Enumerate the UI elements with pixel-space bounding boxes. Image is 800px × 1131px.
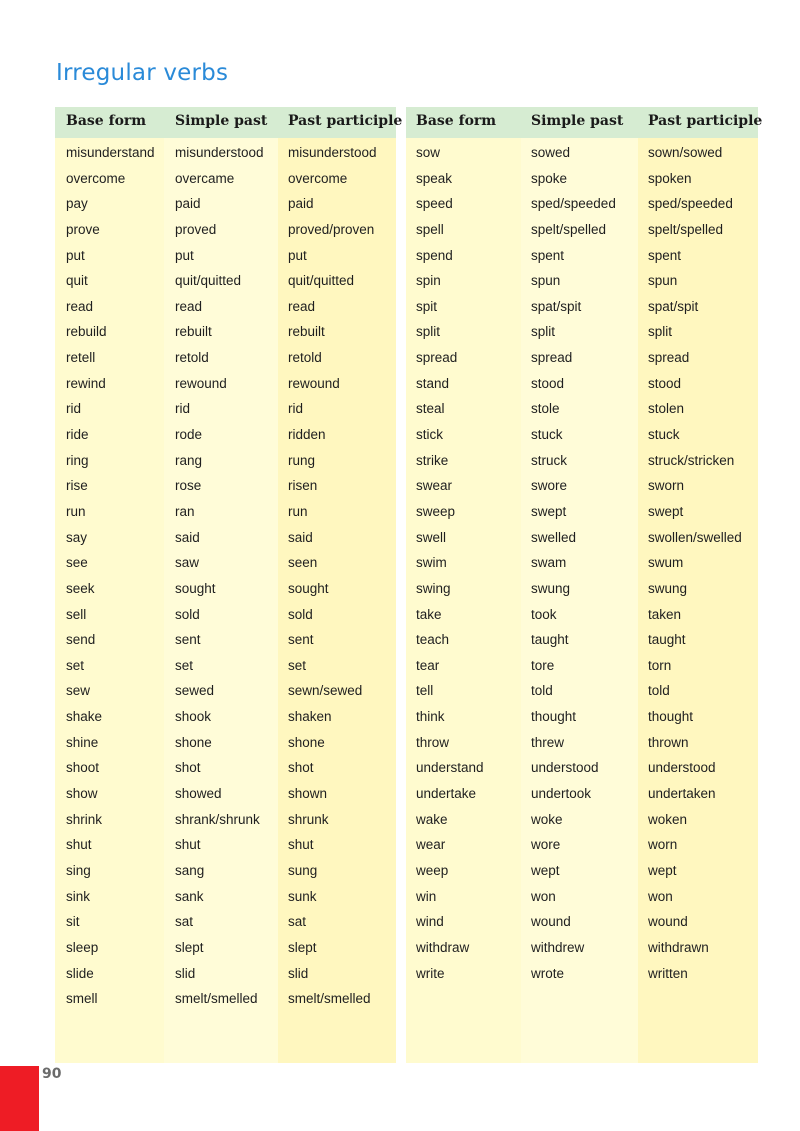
cell-base-form: shoot	[66, 760, 100, 776]
cell-base-form: set	[66, 657, 85, 673]
cell-base-form: rebuild	[66, 324, 107, 340]
cell-past-participle: shot	[288, 760, 314, 776]
cell-simple-past: proved	[175, 221, 217, 237]
table-row	[406, 885, 758, 911]
cell-simple-past: spread	[531, 350, 573, 366]
cell-simple-past: sat	[175, 914, 194, 930]
cell-past-participle: undertaken	[648, 786, 716, 802]
cell-past-participle: shown	[288, 786, 328, 802]
table-row	[406, 833, 758, 859]
cell-base-form: see	[66, 555, 88, 571]
table-row	[406, 141, 758, 167]
table-row	[55, 141, 396, 167]
cell-past-participle: stolen	[648, 401, 685, 417]
cell-base-form: ring	[66, 452, 89, 468]
cell-past-participle: written	[648, 965, 688, 981]
cell-base-form: spread	[416, 350, 458, 366]
cell-base-form: think	[416, 709, 445, 725]
table-row	[55, 782, 396, 808]
cell-past-participle: sold	[288, 606, 313, 622]
cell-base-form: write	[416, 965, 445, 981]
cell-base-form: rise	[66, 478, 88, 494]
table-row	[55, 808, 396, 834]
cell-simple-past: rang	[175, 452, 203, 468]
cell-past-participle: woken	[648, 811, 688, 827]
table-row	[55, 372, 396, 398]
table-row	[406, 295, 758, 321]
cell-base-form: prove	[66, 221, 100, 237]
cell-simple-past: shot	[175, 760, 201, 776]
table-row	[55, 167, 396, 193]
cell-simple-past: spoke	[531, 170, 568, 186]
table-row	[406, 603, 758, 629]
cell-base-form: rewind	[66, 375, 106, 391]
cell-simple-past: swept	[531, 503, 567, 519]
table-row	[406, 782, 758, 808]
table-rows	[55, 141, 396, 1013]
cell-simple-past: rewound	[175, 375, 227, 391]
cell-simple-past: said	[175, 529, 200, 545]
cell-base-form: sweep	[416, 503, 456, 519]
cell-base-form: overcome	[66, 170, 126, 186]
cell-simple-past: smelt/smelled	[175, 991, 258, 1007]
table-row	[55, 705, 396, 731]
table-row	[55, 936, 396, 962]
cell-simple-past: shone	[175, 734, 212, 750]
cell-past-participle: sunk	[288, 888, 317, 904]
cell-simple-past: showed	[175, 786, 222, 802]
cell-simple-past: spelt/spelled	[531, 221, 607, 237]
cell-past-participle: put	[288, 247, 307, 263]
cell-base-form: say	[66, 529, 88, 545]
cell-past-participle: shaken	[288, 709, 332, 725]
cell-past-participle: taught	[648, 632, 686, 648]
cell-simple-past: set	[175, 657, 194, 673]
table-row	[55, 526, 396, 552]
cell-simple-past: wore	[531, 837, 561, 853]
cell-past-participle: misunderstood	[288, 145, 377, 160]
table-row	[55, 577, 396, 603]
cell-base-form: spend	[416, 247, 453, 263]
table-row	[55, 628, 396, 654]
cell-past-participle: rewound	[288, 375, 340, 391]
table-row	[55, 654, 396, 680]
cell-simple-past: tore	[531, 657, 555, 673]
table-row	[406, 859, 758, 885]
header-base-form: Base form	[66, 113, 147, 129]
table-row	[406, 244, 758, 270]
header-past-participle: Past participle	[288, 113, 403, 129]
cell-base-form: read	[66, 298, 94, 314]
table-row	[406, 962, 758, 988]
cell-past-participle: understood	[648, 760, 716, 776]
cell-past-participle: wept	[648, 862, 677, 878]
cell-simple-past: spent	[531, 247, 565, 263]
header-simple-past: Simple past	[531, 113, 624, 129]
cell-simple-past: took	[531, 606, 557, 622]
cell-past-participle: swung	[648, 580, 688, 596]
table-row	[406, 167, 758, 193]
cell-past-participle: seen	[288, 555, 318, 571]
cell-base-form: sink	[66, 888, 91, 904]
cell-base-form: ride	[66, 427, 89, 443]
cell-past-participle: told	[648, 683, 670, 699]
table-row	[406, 654, 758, 680]
cell-base-form: spin	[416, 273, 441, 289]
table-row	[406, 628, 758, 654]
cell-base-form: spit	[416, 298, 438, 314]
cell-simple-past: wrote	[531, 965, 565, 981]
cell-simple-past: taught	[531, 632, 569, 648]
table-row	[55, 500, 396, 526]
cell-past-participle: sung	[288, 862, 318, 878]
cell-simple-past: shook	[175, 709, 212, 725]
cell-base-form: withdraw	[416, 939, 470, 955]
table-row	[55, 397, 396, 423]
cell-past-participle: quit/quitted	[288, 273, 355, 289]
cell-simple-past: slid	[175, 965, 196, 981]
table-row	[406, 474, 758, 500]
cell-base-form: win	[416, 888, 437, 904]
cell-simple-past: slept	[175, 939, 204, 955]
cell-past-participle: rebuilt	[288, 324, 325, 340]
cell-base-form: shut	[66, 837, 92, 853]
header-simple-past: Simple past	[175, 113, 268, 129]
table-row	[55, 603, 396, 629]
cell-past-participle: split	[648, 324, 673, 340]
cell-past-participle: torn	[648, 657, 672, 673]
cell-base-form: send	[66, 632, 96, 648]
cell-past-participle: rid	[288, 401, 304, 417]
cell-simple-past: sped/speeded	[531, 196, 616, 212]
cell-simple-past: sowed	[531, 145, 571, 160]
table-row	[406, 449, 758, 475]
cell-past-participle: smelt/smelled	[288, 991, 371, 1007]
table-row	[406, 423, 758, 449]
cell-past-participle: stuck	[648, 427, 680, 443]
cell-simple-past: spun	[531, 273, 561, 289]
table-row	[406, 372, 758, 398]
cell-base-form: tell	[416, 683, 434, 699]
cell-simple-past: stole	[531, 401, 560, 417]
cell-simple-past: saw	[175, 555, 200, 571]
cell-simple-past: swung	[531, 580, 571, 596]
cell-simple-past: shrank/shrunk	[175, 811, 260, 827]
header-past-participle: Past participle	[648, 113, 763, 129]
table-row	[55, 474, 396, 500]
cell-past-participle: won	[648, 888, 673, 904]
cell-simple-past: rose	[175, 478, 202, 494]
table-row	[55, 320, 396, 346]
table-row	[55, 679, 396, 705]
cell-past-participle: sped/speeded	[648, 196, 733, 212]
cell-past-participle: run	[288, 503, 308, 519]
header-base-form: Base form	[416, 113, 497, 129]
cell-base-form: throw	[416, 734, 450, 750]
cell-simple-past: sold	[175, 606, 200, 622]
cell-base-form: strike	[416, 452, 449, 468]
cell-simple-past: sewed	[175, 683, 215, 699]
cell-past-participle: proved/proven	[288, 221, 375, 237]
cell-simple-past: swore	[531, 478, 568, 494]
cell-base-form: stand	[416, 375, 450, 391]
table-row	[55, 756, 396, 782]
cell-past-participle: sought	[288, 580, 329, 596]
cell-past-participle: taken	[648, 606, 682, 622]
table-row	[55, 910, 396, 936]
cell-base-form: wake	[416, 811, 448, 827]
cell-base-form: wind	[416, 914, 444, 930]
cell-simple-past: split	[531, 324, 556, 340]
cell-simple-past: thought	[531, 709, 577, 725]
table-rows	[406, 141, 758, 987]
cell-base-form: retell	[66, 350, 96, 366]
cell-base-form: teach	[416, 632, 450, 648]
verb-table-left	[55, 107, 403, 1063]
cell-simple-past: sought	[175, 580, 216, 596]
table-row	[55, 833, 396, 859]
cell-base-form: swim	[416, 555, 447, 571]
cell-simple-past: struck	[531, 452, 568, 468]
cell-past-participle: paid	[288, 196, 314, 212]
table-row	[406, 731, 758, 757]
cell-base-form: sit	[66, 914, 80, 930]
cell-base-form: sleep	[66, 939, 99, 955]
table-row	[55, 885, 396, 911]
cell-base-form: sing	[66, 862, 91, 878]
cell-base-form: slide	[66, 965, 94, 981]
table-row	[406, 192, 758, 218]
cell-past-participle: sat	[288, 914, 307, 930]
cell-simple-past: swam	[531, 555, 567, 571]
cell-base-form: pay	[66, 196, 88, 212]
cell-past-participle: swept	[648, 503, 684, 519]
cell-past-participle: retold	[288, 350, 322, 366]
table-row	[406, 269, 758, 295]
cell-base-form: misunderstand	[66, 145, 155, 160]
cell-base-form: tear	[416, 657, 440, 673]
cell-simple-past: sent	[175, 632, 201, 648]
cell-past-participle: sent	[288, 632, 314, 648]
cell-simple-past: undertook	[531, 786, 592, 802]
table-row	[406, 551, 758, 577]
cell-past-participle: withdrawn	[648, 939, 709, 955]
table-row	[55, 987, 396, 1013]
cell-base-form: quit	[66, 273, 88, 289]
cell-past-participle: read	[288, 298, 316, 314]
table-row	[406, 808, 758, 834]
cell-simple-past: told	[531, 683, 553, 699]
cell-simple-past: stuck	[531, 427, 563, 443]
cell-simple-past: understood	[531, 760, 599, 776]
cell-simple-past: misunderstood	[175, 145, 264, 160]
cell-simple-past: retold	[175, 350, 209, 366]
cell-base-form: undertake	[416, 786, 477, 802]
page-number: 90	[42, 1066, 62, 1082]
cell-past-participle: spoken	[648, 170, 692, 186]
cell-simple-past: threw	[531, 734, 565, 750]
cell-base-form: shake	[66, 709, 103, 725]
table-row	[55, 859, 396, 885]
cell-past-participle: spelt/spelled	[648, 221, 724, 237]
table-row	[55, 962, 396, 988]
table-row	[55, 295, 396, 321]
cell-past-participle: slept	[288, 939, 317, 955]
cell-past-participle: said	[288, 529, 313, 545]
cell-base-form: swing	[416, 580, 451, 596]
cell-past-participle: struck/stricken	[648, 452, 735, 468]
cell-base-form: speak	[416, 170, 453, 186]
cell-past-participle: spent	[648, 247, 682, 263]
table-row	[406, 346, 758, 372]
cell-past-participle: stood	[648, 375, 682, 391]
table-row	[55, 449, 396, 475]
table-row	[55, 423, 396, 449]
cell-base-form: spell	[416, 221, 444, 237]
cell-past-participle: sewn/sewed	[288, 683, 363, 699]
cell-simple-past: shut	[175, 837, 201, 853]
cell-past-participle: spread	[648, 350, 690, 366]
cell-base-form: stick	[416, 427, 443, 443]
cell-base-form: speed	[416, 196, 453, 212]
cell-simple-past: spat/spit	[531, 298, 582, 314]
cell-simple-past: rebuilt	[175, 324, 212, 340]
cell-simple-past: paid	[175, 196, 201, 212]
cell-base-form: run	[66, 503, 86, 519]
cell-base-form: show	[66, 786, 98, 802]
cell-past-participle: sown/sowed	[648, 145, 723, 160]
cell-past-participle: wound	[648, 914, 688, 930]
table-row	[55, 192, 396, 218]
table-row	[406, 500, 758, 526]
cell-base-form: split	[416, 324, 441, 340]
cell-simple-past: woke	[531, 811, 563, 827]
verb-table-right	[406, 107, 763, 1063]
cell-simple-past: won	[531, 888, 556, 904]
table-header	[55, 107, 403, 138]
table-row	[406, 218, 758, 244]
cell-base-form: shrink	[66, 811, 103, 827]
cell-simple-past: wept	[531, 862, 560, 878]
table-row	[406, 397, 758, 423]
cell-simple-past: overcame	[175, 170, 235, 186]
cell-base-form: smell	[66, 991, 98, 1007]
cell-simple-past: rid	[175, 401, 191, 417]
cell-base-form: shine	[66, 734, 99, 750]
cell-simple-past: stood	[531, 375, 565, 391]
cell-past-participle: swollen/swelled	[648, 529, 742, 545]
cell-base-form: sell	[66, 606, 87, 622]
cell-past-participle: set	[288, 657, 307, 673]
cell-base-form: sew	[66, 683, 91, 699]
cell-past-participle: swum	[648, 555, 684, 571]
cell-past-participle: risen	[288, 478, 318, 494]
cell-base-form: weep	[416, 862, 449, 878]
table-row	[55, 346, 396, 372]
cell-past-participle: shut	[288, 837, 314, 853]
cell-base-form: swell	[416, 529, 447, 545]
table-row	[406, 577, 758, 603]
cell-past-participle: thought	[648, 709, 694, 725]
cell-past-participle: slid	[288, 965, 309, 981]
cell-simple-past: quit/quitted	[175, 273, 242, 289]
table-row	[406, 526, 758, 552]
table-row	[55, 731, 396, 757]
table-row	[406, 756, 758, 782]
table-row	[406, 320, 758, 346]
cell-base-form: put	[66, 247, 85, 263]
cell-base-form: wear	[416, 837, 446, 853]
cell-past-participle: sworn	[648, 478, 685, 494]
page-corner-marker	[0, 1066, 39, 1131]
table-row	[406, 936, 758, 962]
cell-simple-past: sank	[175, 888, 204, 904]
cell-base-form: sow	[416, 145, 441, 160]
cell-base-form: seek	[66, 580, 95, 596]
cell-simple-past: wound	[531, 914, 571, 930]
table-row	[55, 218, 396, 244]
cell-simple-past: ran	[175, 503, 195, 519]
table-row	[55, 244, 396, 270]
cell-past-participle: rung	[288, 452, 316, 468]
cell-base-form: take	[416, 606, 442, 622]
table-header	[406, 107, 763, 138]
cell-base-form: steal	[416, 401, 445, 417]
table-row	[406, 679, 758, 705]
cell-past-participle: ridden	[288, 427, 326, 443]
cell-base-form: swear	[416, 478, 453, 494]
cell-past-participle: spat/spit	[648, 298, 699, 314]
table-row	[55, 551, 396, 577]
cell-simple-past: read	[175, 298, 203, 314]
table-row	[406, 705, 758, 731]
table-row	[55, 269, 396, 295]
cell-past-participle: shrunk	[288, 811, 329, 827]
cell-simple-past: withdrew	[531, 939, 585, 955]
cell-base-form: rid	[66, 401, 82, 417]
cell-base-form: understand	[416, 760, 484, 776]
cell-simple-past: put	[175, 247, 194, 263]
cell-simple-past: sang	[175, 862, 205, 878]
cell-past-participle: overcome	[288, 170, 348, 186]
cell-simple-past: swelled	[531, 529, 577, 545]
cell-past-participle: shone	[288, 734, 325, 750]
cell-past-participle: thrown	[648, 734, 689, 750]
table-row	[406, 910, 758, 936]
cell-past-participle: spun	[648, 273, 678, 289]
cell-simple-past: rode	[175, 427, 203, 443]
cell-past-participle: worn	[648, 837, 678, 853]
page-title: Irregular verbs	[56, 60, 229, 86]
